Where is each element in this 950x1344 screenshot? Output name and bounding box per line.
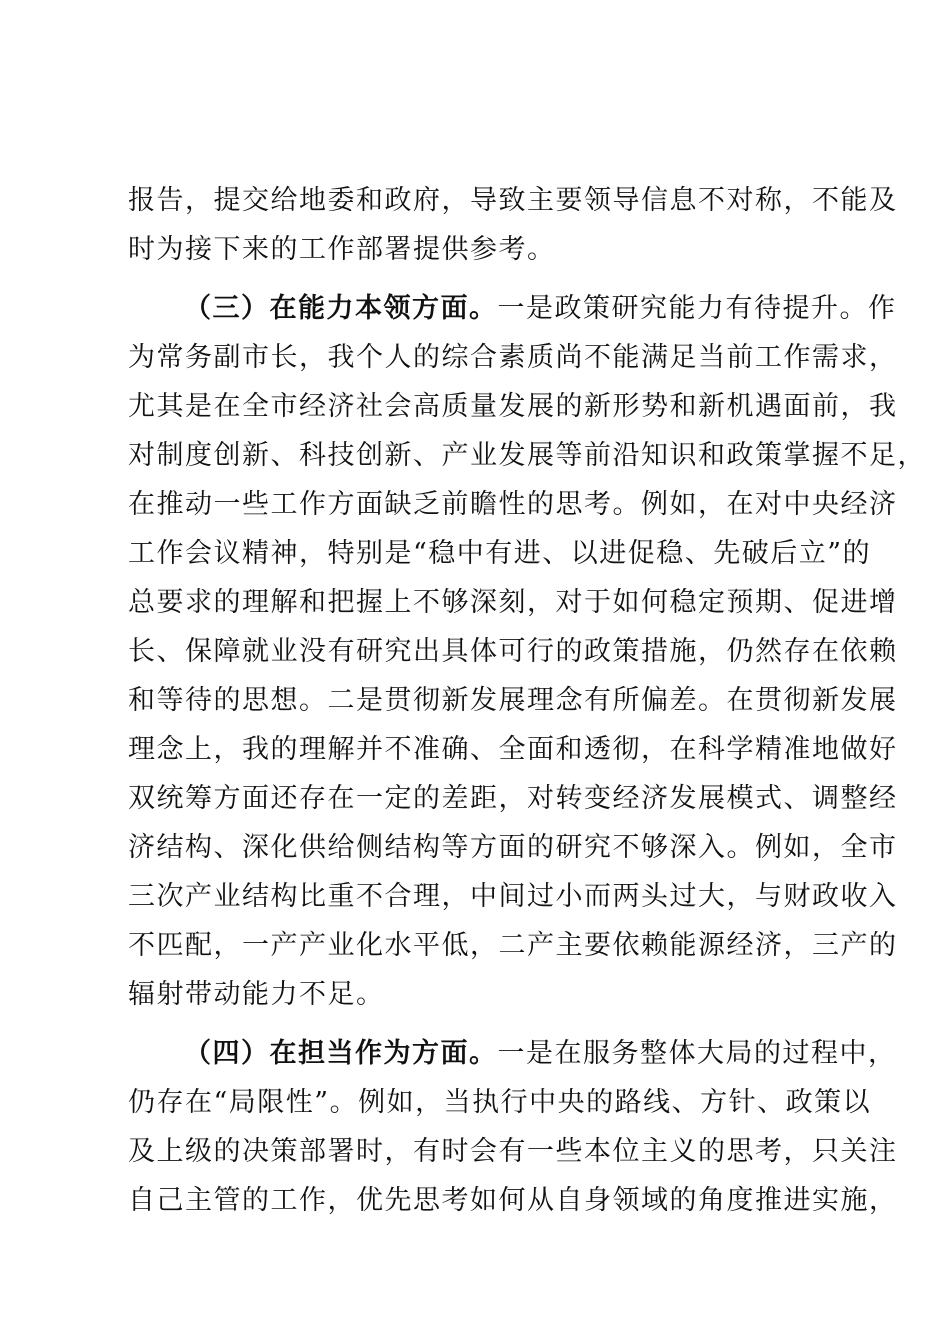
text-line: 自己主管的工作，优先思考如何从自身领域的角度推进实施， — [128, 1185, 898, 1216]
text-line: 报告，提交给地委和政府，导致主要领导信息不对称，不能及 — [128, 185, 898, 216]
section-four-first-text: 一是在服务整体大局的过程中， — [497, 1038, 897, 1069]
section-three-first-line — [128, 284, 897, 333]
section-three-first-text: 一是政策研究能力有待提升。作 — [497, 293, 897, 324]
text-line: 理念上，我的理解并不准确、全面和透彻，在科学精准地做好 — [128, 734, 898, 765]
text-line: 尤其是在全市经济社会高质量发展的新形势和新机遇面前，我 — [128, 391, 898, 422]
text-line: 三次产业结构比重不合理，中间过小而两头过大，与财政收入 — [128, 881, 898, 912]
section-four-first-line — [128, 1029, 897, 1078]
text-line: 济结构、深化供给侧结构等方面的研究不够深入。例如，全市 — [128, 832, 898, 863]
section-three-heading: （三）在能力本领方面。 — [184, 293, 498, 324]
text-line: 在推动一些工作方面缺乏前瞻性的思考。例如，在对中央经济 — [128, 489, 898, 520]
text-line: 双统筹方面还存在一定的差距，对转变经济发展模式、调整经 — [128, 783, 898, 814]
text-line: 辐射带动能力不足。 — [128, 979, 385, 1010]
text-line: 对制度创新、科技创新、产业发展等前沿知识和政策掌握不足， — [128, 440, 926, 471]
text-line: 和等待的思想。二是贯彻新发展理念有所偏差。在贯彻新发展 — [128, 685, 898, 716]
text-line: 时为接下来的工作部署提供参考。 — [128, 234, 556, 265]
text-line: 工作会议精神，特别是“稳中有进、以进促稳、先破后立”的 — [128, 538, 872, 569]
text-line: 及上级的决策部署时，有时会有一些本位主义的思考，只关注 — [128, 1136, 898, 1167]
text-line: 仍存在“局限性”。例如，当执行中央的路线、方针、政策以 — [128, 1087, 872, 1118]
text-line: 不匹配，一产产业化水平低，二产主要依赖能源经济，三产的 — [128, 930, 898, 961]
section-four-heading: （四）在担当作为方面。 — [184, 1038, 498, 1069]
text-line: 为常务副市长，我个人的综合素质尚不能满足当前工作需求， — [128, 342, 898, 373]
text-line: 长、保障就业没有研究出具体可行的政策措施，仍然存在依赖 — [128, 636, 898, 667]
document-body — [128, 176, 926, 1225]
text-line: 总要求的理解和把握上不够深刻，对于如何稳定预期、促进增 — [128, 587, 898, 618]
